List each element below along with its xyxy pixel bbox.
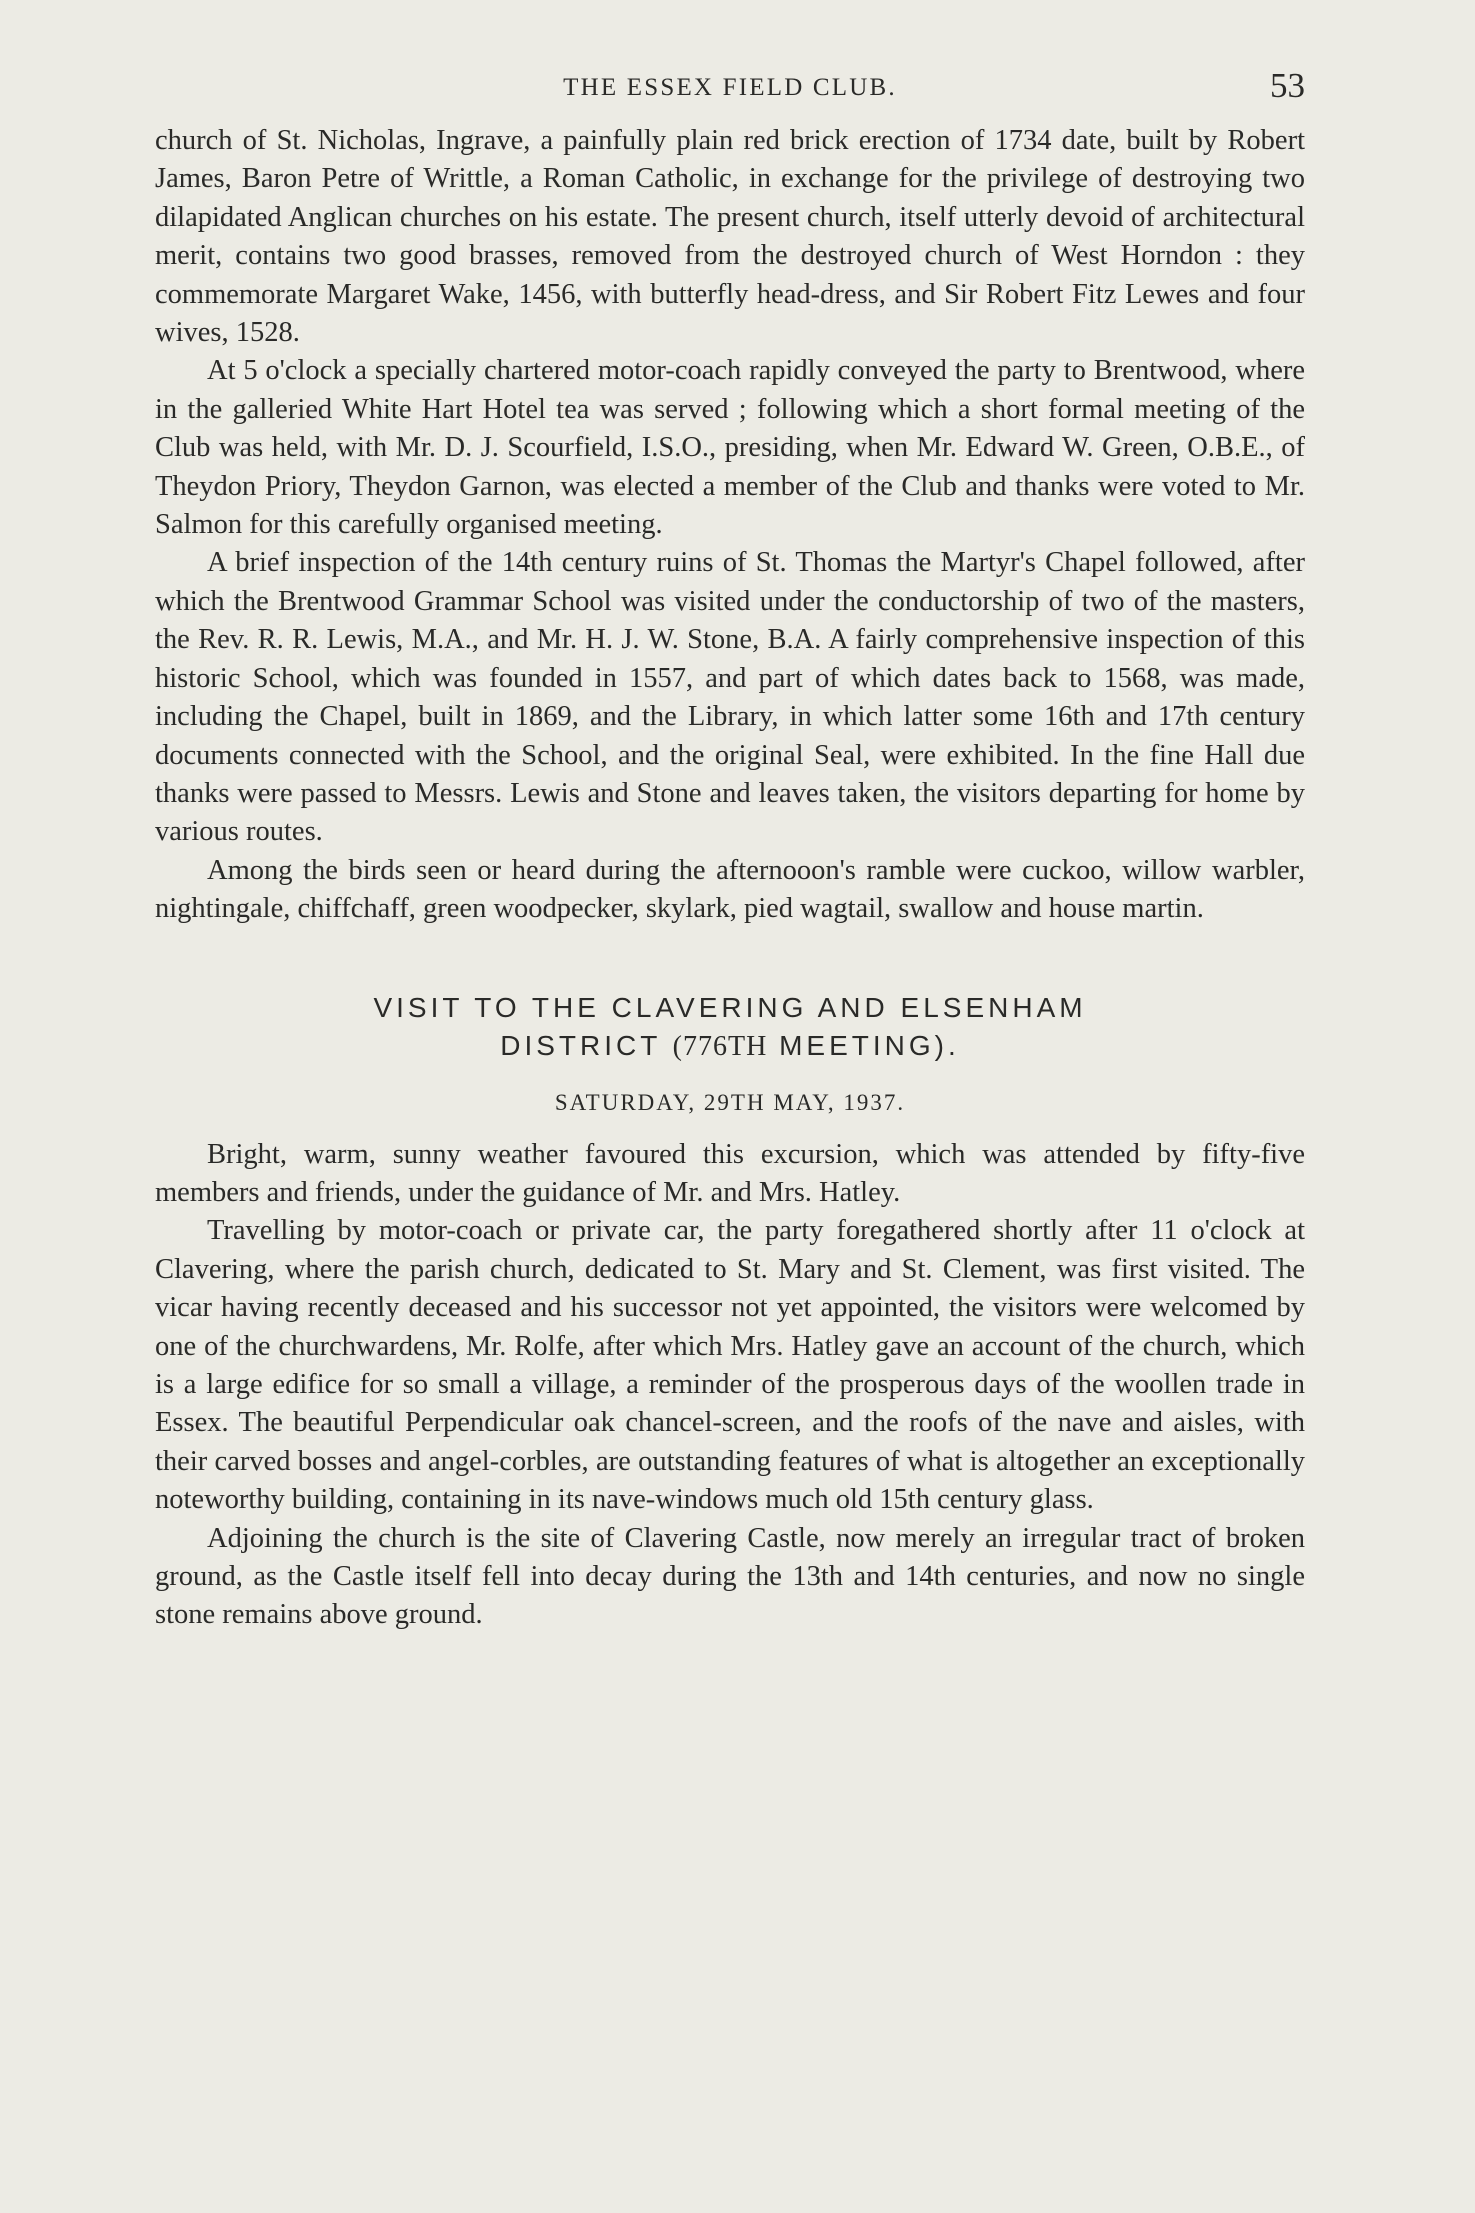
paragraph-clavering-church: Travelling by motor-coach or private car, the party foregathered shortly after 11 o'clock at Clavering, where the parish church, dedicated to St. Mary and St. Clement, was first visited. The vicar having recently deceased and his successor not yet appointed, the visitors were welcomed by one of the churchwardens, Mr. Rolfe, after which Mrs. Hatley gave an account of the church, which is a large edifice for so small a village, a reminder of the prosperous days of the woollen trade in Essex. The beautiful Perpendicular oak chancel-screen, and the roofs of the nave and aisles, with their carved bosses and angel-corbles, are outstanding features of what is altogether an exceptionally noteworthy building, containing in its nave-windows much old 15th century glass. [155,1215,1305,1516]
book-page [155,62,1305,1635]
body-text-part1 [155,122,1305,929]
page-number: 53 [1270,66,1305,105]
heading-meeting: MEETING). [779,1029,960,1061]
heading-district: DISTRICT [500,1029,661,1061]
section-heading-line1: VISIT TO THE CLAVERING AND ELSENHAM [373,991,1087,1023]
paragraph-clavering-castle: Adjoining the church is the site of Clavering Castle, now merely an irregular tract of broken ground, as the Castle itself fell into decay during the 13th and 14th centuries, and now no single stone remains above ground. [155,1522,1305,1631]
paragraph-ingrave-church: church of St. Nicholas, Ingrave, a painfully plain red brick erection of 1734 date, built by Robert James, Baron Petre of Writtle, a Roman Catholic, in exchange for the privilege of destroying two dilapidated Anglican churches on his estate. The present church, itself utterly devoid of architectural merit, contains two good brasses, removed from the destroyed church of West Horndon : they commemorate Margaret Wake, 1456, with butterfly head-dress, and Sir Robert Fitz Lewes and four wives, 1528. [155,125,1305,349]
heading-meeting-number: (776TH [672,1030,768,1062]
section-heading-line2 [155,1027,1305,1066]
paragraph-weather: Bright, warm, sunny weather favoured this excursion, which was attended by fifty-five members and friends, under the guidance of Mr. and Mrs. Hatley. [155,1138,1305,1208]
body-text-part2 [155,1136,1305,1635]
paragraph-grammar-school: A brief inspection of the 14th century ruins of St. Thomas the Martyr's Chapel followed, after which the Brentwood Grammar School was visited under the conductorship of two of the masters, the Rev. R. R. Lewis, M.A., and Mr. H. J. W. Stone, B.A. A fairly comprehensive inspection of this historic School, which was founded in 1557, and part of which dates back to 1568, was made, including the Chapel, built in 1869, and the Library, in which latter some 16th and 17th century documents connected with the School, and the original Seal, were exhibited. In the fine Hall due thanks were passed to Messrs. Lewis and Stone and leaves taken, the visitors departing for home by various routes. [155,547,1305,848]
running-title: THE ESSEX FIELD CLUB. [563,74,897,101]
section-heading [155,989,1305,1066]
paragraph-birds: Among the birds seen or heard during the afternooon's ramble were cuckoo, willow warbler, nightingale, chiffchaff, green woodpecker, skylark, pied wagtail, swallow and house martin. [155,854,1305,925]
running-header [155,62,1305,122]
paragraph-brentwood-meeting: At 5 o'clock a specially chartered motor-coach rapidly conveyed the party to Brentwood, where in the galleried White Hart Hotel tea was served ; following which a short formal meeting of the Club was held, with Mr. D. J. Scourfield, I.S.O., presiding, when Mr. Edward W. Green, O.B.E., of Theydon Priory, Theydon Garnon, was elected a member of the Club and thanks were voted to Mr. Salmon for this carefully organised meeting. [155,355,1305,541]
section-date: SATURDAY, 29TH MAY, 1937. [554,1089,906,1115]
